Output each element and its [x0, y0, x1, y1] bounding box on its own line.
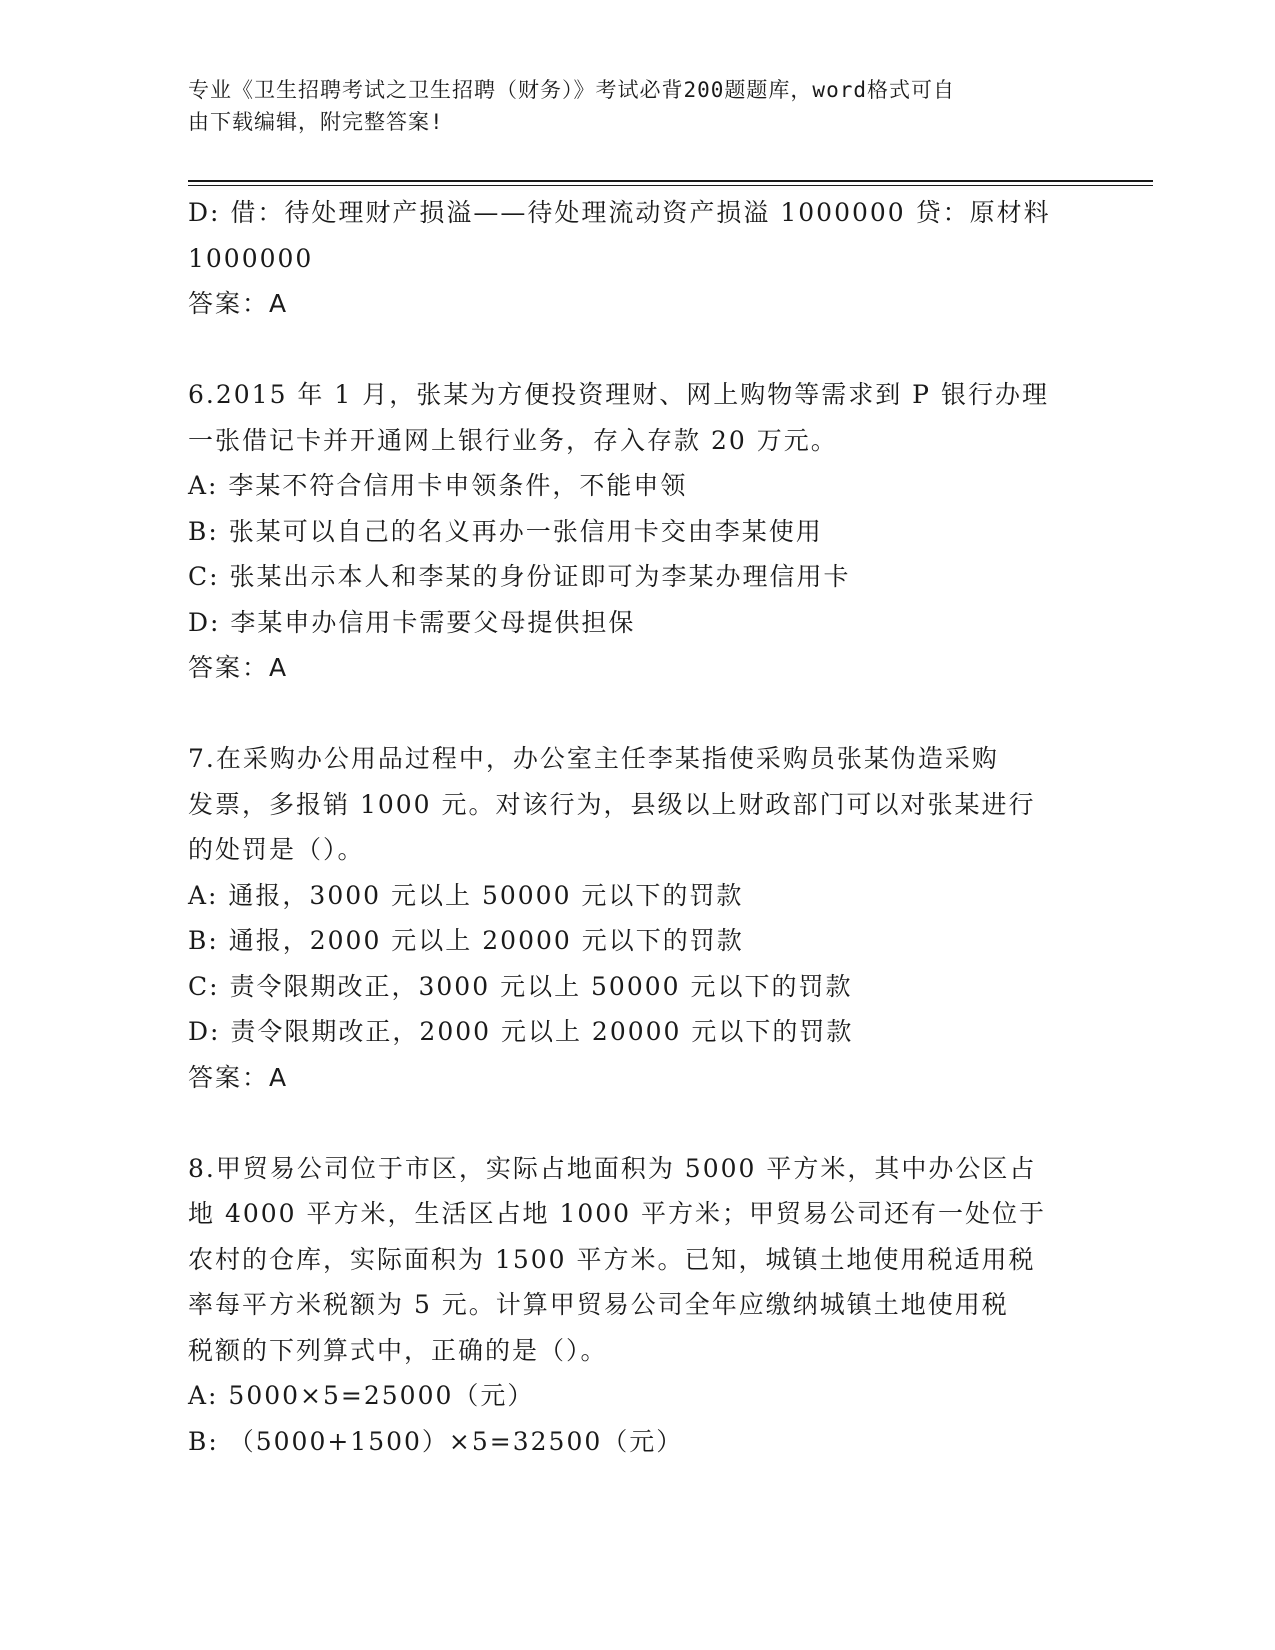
- q7-answer: 答案：A: [188, 1062, 289, 1092]
- q6-stem-line-2: 一张借记卡并开通网上银行业务，存入存款 20 万元。: [188, 425, 838, 455]
- q6-option-c: C: 张某出示本人和李某的身份证即可为李某办理信用卡: [188, 562, 851, 591]
- q8-stem-line-2: 地 4000 平方米，生活区占地 1000 平方米；甲贸易公司还有一处位于: [188, 1199, 1047, 1228]
- q5-option-d-line-2: 1000000: [188, 243, 314, 273]
- q7-option-b: B: 通报，2000 元以上 20000 元以下的罚款: [188, 926, 744, 955]
- q8-stem-line-3: 农村的仓库，实际面积为 1500 平方米。已知，城镇土地使用税适用税: [188, 1244, 1036, 1274]
- q7-option-a: A: 通报，3000 元以上 50000 元以下的罚款: [188, 880, 744, 910]
- spacer: [188, 1100, 1078, 1146]
- q8-stem-line-1: 8.甲贸易公司位于市区，实际占地面积为 5000 平方米，其中办公区占: [188, 1153, 1037, 1183]
- q7-option-d: D: 责令限期改正，2000 元以上 20000 元以下的罚款: [188, 1017, 854, 1046]
- q8-option-b: B: （5000+1500）×5=32500（元）: [188, 1426, 684, 1456]
- q7-stem-line-1: 7.在采购办公用品过程中，办公室主任李某指使采购员张某伪造采购: [188, 744, 999, 773]
- q5-option-d-line-1: D: 借：待处理财产损溢——待处理流动资产损溢 1000000 贷：原材料: [188, 198, 1051, 227]
- q7-stem-line-2: 发票，多报销 1000 元。对该行为，县级以上财政部门可以对张某进行: [188, 789, 1036, 819]
- q6-stem-line-1: 6.2015 年 1 月，张某为方便投资理财、网上购物等需求到 P 银行办理: [188, 380, 1049, 409]
- question-6: [188, 372, 1078, 691]
- q6-answer: 答案：A: [188, 653, 289, 682]
- spacer: [188, 327, 1078, 373]
- header-line-1: 专业《卫生招聘考试之卫生招聘（财务）》考试必背200题题库，word格式可自: [188, 78, 955, 102]
- header-divider-thin: [188, 185, 1153, 186]
- header-line-2: 由下载编辑，附完整答案!: [188, 110, 444, 134]
- spacer: [188, 691, 1078, 737]
- q5-answer: 答案：A: [188, 289, 289, 318]
- document-header: [188, 74, 1068, 138]
- q8-stem-line-5: 税额的下列算式中，正确的是（）。: [188, 1335, 608, 1365]
- question-7: [188, 736, 1078, 1100]
- q7-option-c: C: 责令限期改正，3000 元以上 50000 元以下的罚款: [188, 971, 853, 1001]
- q7-stem-line-3: 的处罚是（）。: [188, 835, 365, 864]
- question-8: [188, 1146, 1078, 1465]
- q8-stem-line-4: 率每平方米税额为 5 元。计算甲贸易公司全年应缴纳城镇土地使用税: [188, 1290, 1009, 1319]
- q6-option-b: B: 张某可以自己的名义再办一张信用卡交由李某使用: [188, 516, 823, 546]
- q8-option-a: A: 5000×5=25000（元）: [188, 1381, 535, 1410]
- header-divider-thick: [188, 180, 1153, 182]
- q6-option-a: A: 李某不符合信用卡申领条件，不能申领: [188, 471, 688, 500]
- q6-option-d: D: 李某申办信用卡需要父母提供担保: [188, 607, 636, 637]
- question-5-tail: [188, 190, 1078, 327]
- document-body: [188, 190, 1078, 1464]
